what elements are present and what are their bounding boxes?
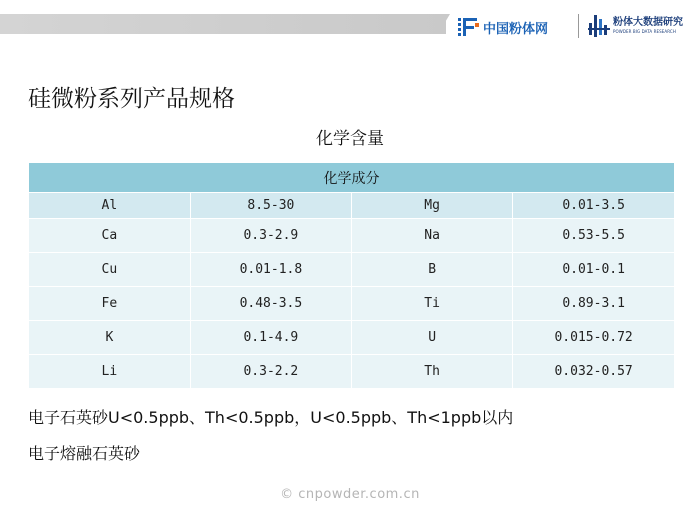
element-cell: K bbox=[29, 321, 190, 355]
element-cell: Th bbox=[352, 355, 513, 389]
bigdata-logo-en: POWDER BIG DATA RESEARCH bbox=[613, 29, 676, 34]
element-cell: B bbox=[352, 253, 513, 287]
cnpowder-logo-text: 中国粉体网 bbox=[483, 21, 549, 37]
value-cell: 0.01-3.5 bbox=[513, 193, 674, 219]
element-cell: Li bbox=[29, 355, 190, 389]
bar-chart-icon bbox=[588, 13, 610, 39]
table-header: 化学成分 bbox=[29, 163, 674, 193]
value-cell: 0.01-1.8 bbox=[190, 253, 351, 287]
element-cell: Fe bbox=[29, 287, 190, 321]
element-cell: U bbox=[352, 321, 513, 355]
header-bar bbox=[0, 14, 446, 34]
value-cell: 0.3-2.9 bbox=[190, 219, 351, 253]
table-row bbox=[29, 253, 674, 287]
header-bar-cap bbox=[438, 14, 450, 34]
element-cell: Mg bbox=[352, 193, 513, 219]
element-cell: Ca bbox=[29, 219, 190, 253]
value-cell: 8.5-30 bbox=[190, 193, 351, 219]
value-cell: 0.53-5.5 bbox=[513, 219, 674, 253]
element-cell: Na bbox=[352, 219, 513, 253]
table-row bbox=[29, 321, 674, 355]
table-row bbox=[29, 219, 674, 253]
element-cell: Al bbox=[29, 193, 190, 219]
value-cell: 0.1-4.9 bbox=[190, 321, 351, 355]
element-cell: Ti bbox=[352, 287, 513, 321]
cnpowder-logo-icon bbox=[458, 16, 480, 38]
note-fused-quartz-sand: 电子熔融石英砂 bbox=[28, 444, 141, 463]
table-row bbox=[29, 193, 674, 219]
bigdata-logo[interactable] bbox=[588, 13, 683, 39]
chemical-content-table bbox=[29, 163, 674, 389]
bigdata-logo-cn: 粉体大数据研究 bbox=[613, 17, 683, 28]
value-cell: 0.89-3.1 bbox=[513, 287, 674, 321]
element-cell: Cu bbox=[29, 253, 190, 287]
page-title: 硅微粉系列产品规格 bbox=[28, 86, 235, 112]
logo-divider bbox=[578, 14, 579, 38]
note-electronic-quartz-sand: 电子石英砂U<0.5ppb、Th<0.5ppb，U<0.5ppb、Th<1ppb以内 bbox=[28, 408, 514, 427]
table-row bbox=[29, 287, 674, 321]
table-row bbox=[29, 355, 674, 389]
value-cell: 0.3-2.2 bbox=[190, 355, 351, 389]
value-cell: 0.032-0.57 bbox=[513, 355, 674, 389]
table-caption: 化学含量 bbox=[316, 129, 384, 149]
value-cell: 0.48-3.5 bbox=[190, 287, 351, 321]
cnpowder-logo[interactable] bbox=[458, 16, 548, 38]
value-cell: 0.015-0.72 bbox=[513, 321, 674, 355]
value-cell: 0.01-0.1 bbox=[513, 253, 674, 287]
footer-copyright: © cnpowder.com.cn bbox=[280, 487, 420, 502]
